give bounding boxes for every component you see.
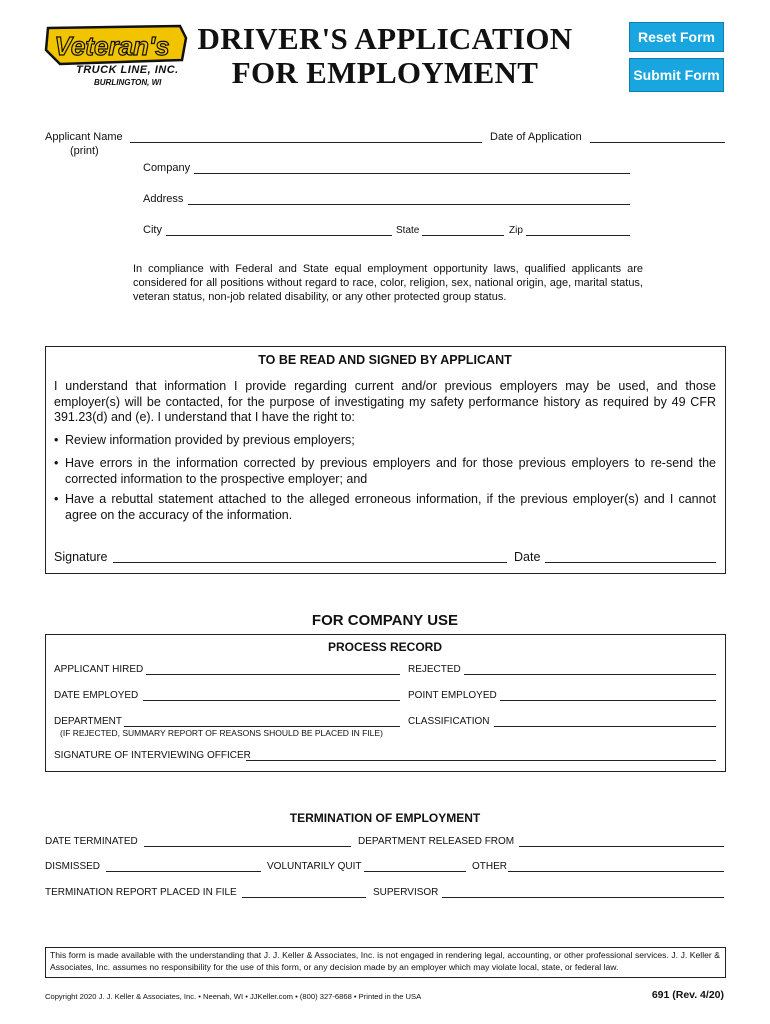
applicant-hired-field[interactable]	[146, 674, 400, 675]
rights-bullet-3-text: Have a rebuttal statement attached to the alleged erroneous information, if the previous employer(s) and I cannot agree on the accuracy of the information.	[65, 492, 716, 522]
date-terminated-field[interactable]	[144, 846, 351, 847]
interviewing-officer-field[interactable]	[246, 760, 716, 761]
date-employed-field[interactable]	[143, 700, 400, 701]
read-sign-heading: TO BE READ AND SIGNED BY APPLICANT	[258, 353, 512, 367]
signature-field[interactable]	[113, 562, 507, 563]
date-of-application-label: Date of Application	[490, 131, 582, 143]
eeo-statement: In compliance with Federal and State equal employment opportunity laws, qualified applicants are considered for all positions without regard to race, color, religion, sex, national origin, age, marital status, veteran status, non-job related disability, or any other protected group status.	[133, 263, 643, 303]
process-record-heading: PROCESS RECORD	[327, 640, 443, 654]
voluntarily-quit-label: VOLUNTARILY QUIT	[267, 861, 362, 872]
copyright-footer: Copyright 2020 J. J. Keller & Associates, Inc. • Neenah, WI • JJKeller.com • (800) 327-6868 • Printed in the USA	[45, 992, 422, 1001]
classification-field[interactable]	[494, 726, 716, 727]
applicant-name-field[interactable]	[130, 142, 482, 143]
logo-brand: Veteran's	[54, 31, 170, 61]
other-label: OTHER	[472, 861, 507, 872]
rights-bullet-2: • Have errors in the information corrected by previous employers and for those previous employers to re-send the corrected information to the prospective employer; and	[54, 456, 716, 486]
company-use-heading: FOR COMPANY USE	[311, 612, 459, 629]
rights-bullet-3: • Have a rebuttal statement attached to the alleged erroneous information, if the previous employer(s) and I cannot agree on the accuracy of the information.	[54, 492, 716, 522]
company-logo	[40, 20, 190, 95]
address-field[interactable]	[188, 204, 630, 205]
signature-date-label: Date	[514, 550, 541, 564]
print-label: (print)	[70, 145, 99, 157]
company-field[interactable]	[194, 173, 630, 174]
zip-field[interactable]	[526, 235, 630, 236]
rights-bullet-2-text: Have errors in the information corrected by previous employers and for those previous employers to re-send the corrected information to the prospective employer; and	[65, 456, 716, 486]
logo-sub2: BURLINGTON, WI	[94, 78, 162, 87]
point-employed-field[interactable]	[500, 700, 716, 701]
report-placed-field[interactable]	[242, 897, 366, 898]
termination-heading: TERMINATION OF EMPLOYMENT	[289, 811, 481, 825]
point-employed-label: POINT EMPLOYED	[408, 690, 497, 701]
title-line-2: FOR EMPLOYMENT	[231, 55, 539, 90]
zip-label: Zip	[509, 225, 523, 236]
applicant-hired-label: APPLICANT HIRED	[54, 664, 144, 675]
read-sign-intro: I understand that information I provide regarding current and/or previous employers may be used, and those employer(s) will be contacted, for the purpose of investigating my safety performance history as required by 49 CFR 391.23(d) and (e). I understand that I have the right to:	[54, 379, 716, 424]
applicant-name-label: Applicant Name	[45, 131, 123, 143]
dismissed-label: DISMISSED	[45, 861, 101, 872]
department-label: DEPARTMENT	[54, 716, 122, 727]
submit-form-button[interactable]: Submit Form	[629, 58, 724, 92]
department-field[interactable]	[124, 726, 400, 727]
supervisor-field[interactable]	[442, 897, 724, 898]
date-terminated-label: DATE TERMINATED	[45, 836, 138, 847]
page-title	[190, 22, 580, 90]
rejected-label: REJECTED	[408, 664, 461, 675]
disclaimer-text: This form is made available with the understanding that J. J. Keller & Associates, Inc. is not engaged in rendering legal, accounting, or other professional services. J. J. Keller & Associates, Inc. assumes no responsibility for the use of this form, or any decision made by an employer which may violate local, state, or federal law.	[50, 950, 720, 972]
logo-sub1: TRUCK LINE, INC.	[76, 64, 179, 76]
signature-date-field[interactable]	[545, 562, 716, 563]
reset-form-button[interactable]: Reset Form	[629, 22, 724, 52]
date-of-application-field[interactable]	[590, 142, 725, 143]
voluntarily-quit-field[interactable]	[364, 871, 466, 872]
classification-label: CLASSIFICATION	[408, 716, 490, 727]
city-field[interactable]	[166, 235, 392, 236]
company-label: Company	[143, 162, 191, 174]
signature-label: Signature	[54, 550, 108, 564]
form-number: 691 (Rev. 4/20)	[651, 989, 724, 1001]
state-field[interactable]	[422, 235, 504, 236]
rights-bullet-1-text: Review information provided by previous employers;	[65, 433, 355, 447]
dismissed-field[interactable]	[106, 871, 261, 872]
date-employed-label: DATE EMPLOYED	[54, 690, 139, 701]
other-field[interactable]	[508, 871, 724, 872]
city-label: City	[143, 224, 162, 236]
address-label: Address	[143, 193, 184, 205]
dept-released-label: DEPARTMENT RELEASED FROM	[358, 836, 515, 847]
rejected-note: (IF REJECTED, SUMMARY REPORT OF REASONS SHOULD BE PLACED IN FILE)	[60, 728, 383, 738]
report-placed-label: TERMINATION REPORT PLACED IN FILE	[45, 887, 237, 898]
rights-bullet-1: • Review information provided by previous employers;	[54, 432, 716, 448]
title-line-1: DRIVER'S APPLICATION	[197, 21, 573, 56]
rejected-field[interactable]	[464, 674, 716, 675]
interviewing-officer-label: SIGNATURE OF INTERVIEWING OFFICER	[54, 750, 251, 761]
supervisor-label: SUPERVISOR	[373, 887, 439, 898]
state-label: State	[396, 225, 420, 236]
dept-released-field[interactable]	[519, 846, 724, 847]
